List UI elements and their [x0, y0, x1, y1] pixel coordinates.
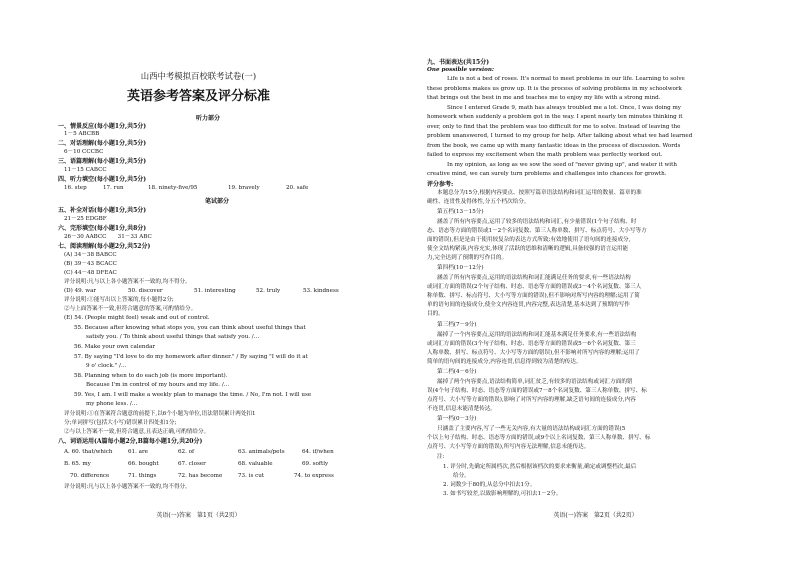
- tier4-line: 涵盖了所有内容要点,运用的语法结构和词汇能满足任务的要求,有一些语法结构: [437, 275, 631, 281]
- tier2-header: 第二档(4－6分): [437, 369, 477, 375]
- q7-c-answers: (C) 44－48 DFEAC: [64, 270, 117, 276]
- tier3-line: 人称单数、拼写、标点符号、大小写等方面的错误),但不影响对所写内容的理解;运用了: [427, 350, 640, 356]
- tier4-line: 目的。: [427, 311, 444, 317]
- essay-line: that brings out the best in me and teaches me to enjoy my life with a strong mind.: [427, 95, 661, 101]
- tier5-line: 使全文结构紧凑,内容充实,体现了活跃的思维和清晰的逻辑,具备较强的语言运用能: [427, 246, 629, 252]
- q9-header: 九、书面表达(共15分): [427, 59, 490, 66]
- tier4-line: 称单数、拼写、标点符号、大小写等方面的错误),但不影响对所写内容的理解;运用了简: [427, 293, 640, 299]
- q4-answer: 19. bravely: [228, 185, 260, 191]
- q8-scoring-note: 评分说明:凡与以上各小题答案不一致的,均不得分。: [64, 484, 191, 490]
- q7-e-answer-line: satisfy you. / To think about useful things that satisfy you. /…: [86, 334, 260, 340]
- q6-answers: 26－30 AABCC 31－33 ABC: [64, 234, 152, 240]
- q8-answer: A. 60. that/which: [64, 449, 113, 455]
- q7-e-answer-line: Because I'm in control of my hours and my life. /…: [86, 382, 230, 388]
- tier2-line: 漏掉了两个内容要点,语法结构简单,词汇贫乏,有较多的语法结构或词汇方面的错: [437, 379, 633, 385]
- tier3-line: 简单的语句间的连接成分,内容连贯,信息得到较为清楚的传达。: [427, 359, 582, 365]
- q8-answer: 64. if/when: [302, 449, 334, 455]
- q7-e-answer-line: 9 o' clock." /…: [86, 363, 127, 369]
- tier1-header: 第一档(0－3分): [437, 416, 477, 422]
- q7-d-answer: (D) 49. war: [64, 288, 97, 294]
- q8-answer: 61. are: [128, 449, 148, 455]
- answer-key-title: 英语参考答案及评分标准: [126, 89, 270, 104]
- essay-line: over, only to find that the problem was too difficult for me to solve. Instead of leaving the: [427, 124, 681, 130]
- tier1-line: 点符号、大小写等方面的错误),所写内容无法理解,信息未能传达。: [427, 444, 590, 450]
- q6-header: 六、完形填空(每小题1分,共8分): [58, 225, 147, 232]
- essay-line: these problems makes us grow up. It is the process of solving problems in my schoolwork: [427, 86, 682, 92]
- q8-answer: 74. to express: [294, 473, 334, 479]
- q8-answer: 71. things: [128, 473, 157, 479]
- q8-answer: 62. of: [178, 449, 195, 455]
- right-page: [397, 0, 794, 562]
- q7-e-scoring-note: 分;单词拼写(包括大小写)错误累计四处扣1分;: [64, 420, 177, 426]
- listening-section-header: 听力部分: [196, 115, 221, 122]
- q4-answer: 16. step: [64, 185, 87, 191]
- essay-line: failed to express my excitement when the math problem was perfectly worked out.: [427, 152, 663, 158]
- tier4-line: 单的语句间的连接成分,使全文内容连贯,内容完整,表达清楚,基本达到了预期的写作: [427, 302, 630, 308]
- q7-d-scoring-note: ②与上面答案不一致,但符合题意的答案,可酌情给分。: [64, 306, 197, 312]
- tier2-line: 点符号、大小写等方面的错误),影响了对所写内容的理解,缺乏语句间的连接成分,内容: [427, 397, 636, 403]
- tier5-header: 第五档(13－15分): [437, 209, 484, 215]
- note-line: 给分。: [453, 473, 470, 479]
- q7-a-answers: (A) 34－38 BABCC: [64, 252, 117, 258]
- essay-line: Life is not a bed of roses. It's normal to meet problems in our life. Learning to solve: [447, 76, 685, 82]
- q7-e-answer-line: 59. Yes, I am. I will make a weekly plan to manage the time. / No, I'm not. I will use: [74, 392, 312, 398]
- q8-answer: 67. closer: [178, 461, 206, 467]
- q7-e-answer-line: 58. Planning when to do each job (is more important).: [74, 373, 228, 379]
- written-section-header: 笔试部分: [205, 198, 230, 205]
- q2-answers: 6－10 CCCBC: [64, 149, 104, 155]
- notes-header: 注:: [437, 454, 445, 460]
- tier3-line: 漏掉了一个内容要点,运用的语法结构和词汇能基本满足任务要求,有一些语法结构: [437, 332, 637, 338]
- q7-c-scoring-note: 评分说明:凡与以上各小题答案不一致的,均不得分。: [64, 279, 191, 285]
- essay-line: Since I entered Grade 9, math has always troubled me a lot. Once, I was doing my: [447, 105, 681, 111]
- q2-header: 二、对话理解(每小题1分,共5分): [58, 140, 147, 147]
- note-line: 1. 评分时,先确定所属档次,然后根据该档次的要求来衡量,确定或调整档次,最后: [443, 464, 637, 470]
- scoring-header: 评分参考:: [427, 181, 454, 188]
- tier5-line: 态、语态等方面的错误或1－2个名词复数、第三人称单数、拼写、标点符号、大小写等方: [427, 228, 647, 234]
- page-footer: 英语(一)答案 第1页（共2页）: [156, 512, 241, 519]
- q5-header: 五、补全对话(每小题1分,共5分): [58, 207, 147, 214]
- tier5-line: 涵盖了所有内容要点,运用了较多的语法结构和词汇,有少量错误(1个句子结构、时: [437, 219, 637, 225]
- q3-header: 三、语篇理解(每小题1分,共5分): [58, 158, 147, 165]
- q1-answers: 1－5 ABCBB: [64, 131, 100, 137]
- essay-line: from the book, we came up with many fantastic ideas in the process of discussion. Words: [427, 143, 681, 149]
- q4-answer: 18. ninety-five/95: [148, 185, 198, 191]
- essay-line: In my opinion, as long as we sow the seed of "never giving up", and water it with: [447, 162, 677, 168]
- q8-answer: 72. has become: [178, 473, 223, 479]
- q8-answer: 73. is cut: [238, 473, 265, 479]
- q7-b-answers: (B) 39－43 BCACC: [64, 261, 117, 267]
- q8-answer: 70. difference: [70, 473, 110, 479]
- scoring-intro-line: 确性、连贯性及得体性,分五个档次给分。: [427, 199, 530, 205]
- version-label: One possible version:: [427, 67, 494, 73]
- note-line: 2. 词数少于80的,从总分中扣去1分。: [443, 482, 536, 488]
- q7-e-answer-line: 56. Make your own calendar: [74, 344, 156, 350]
- tier4-line: 或词汇方面的错误(2个句子结构、时态、语态等方面的错误或3－4个名词复数、第三人: [427, 284, 642, 290]
- tier3-line: 或词汇方面的错误(3个句子结构、时态、语态等方面的错误或5－6个名词复数、第三: [427, 341, 636, 347]
- q4-header: 四、听力填空(每小题1分,共5分): [58, 176, 147, 183]
- q8-header: 八、词语运用(A篇每小题2分,B篇每小题1分,共20分): [58, 438, 203, 445]
- q4-answer: 20. safe: [286, 185, 309, 191]
- page-footer: 英语(一)答案 第2页（共2页）: [553, 512, 638, 519]
- tier1-line: 个以上句子结构、时态、语态等方面的错误,或9个以上名词复数、第三人称单数、拼写、标: [427, 435, 651, 441]
- q8-answer: 68. valuable: [238, 461, 273, 467]
- q1-header: 一、情景反应(每小题1分,共5分): [58, 123, 147, 130]
- q8-answer: 63. animals/pets: [238, 449, 285, 455]
- essay-line: problem unanswered, I turned to my group for help. After talking about what we had learned: [427, 133, 693, 139]
- scoring-intro-line: 本题总分为15分,根据内容要点、按照写篇章语法结构和词汇运用的数量、篇章的准: [437, 190, 642, 196]
- note-line: 3. 如书写较差,以致影响理解的,可扣去1－2分。: [443, 491, 562, 497]
- q7-e-answer-line: 55. Because after knowing what stops you, you can think about useful things that: [74, 325, 306, 331]
- tier5-line: 力,完全达到了预期的写作目的。: [427, 255, 508, 261]
- q7-d-answer: 52. truly: [256, 288, 281, 294]
- tier2-line: 误(4个句子结构、时态、语态等方面的错误或7－8个名词复数、第三人称单数、拼写、标: [427, 388, 647, 394]
- q7-e-answer-line: 57. By saying "I'd love to do my homework after dinner." / By saying "I will do it at: [74, 354, 308, 360]
- q7-e-scoring-note: ②与以上答案不一致,但符合题意,且表达正确,可酌情给分。: [64, 429, 210, 435]
- q7-d-answer: 53. kindness: [303, 288, 339, 294]
- q7-d-answer: 50. discover: [128, 288, 163, 294]
- q4-answer: 17. run: [103, 185, 124, 191]
- q7-header: 七、阅读理解(每小题2分,共52分): [58, 243, 151, 250]
- tier2-line: 不连贯,信息未能清楚传达。: [427, 406, 496, 412]
- essay-line: homework when suddenly a problem got in the way. I spent nearly ten minutes thinking it: [427, 114, 683, 120]
- exam-title: 山西中考模拟百校联考试卷(一): [140, 71, 257, 81]
- q7-e-scoring-note: 评分说明:①在答案符合题意的前提下,以6个小题为单位,语法错误累计两处扣1: [64, 411, 256, 417]
- q7-d-answer: 51. interesting: [194, 288, 236, 294]
- q3-answers: 11－15 CABCC: [64, 167, 107, 173]
- tier5-line: 面的错误),但是是由于使用较复杂的表达方式所致;有效地使用了语句间的连接成分,: [427, 237, 631, 243]
- essay-line: creative mind, we can surely turn problems and challenges into chances for growth.: [427, 171, 667, 177]
- q7-e-answer-line: (E) 54. (People might feel) weak and out of control.: [64, 315, 210, 321]
- q8-answer: 66. bought: [128, 461, 159, 467]
- q8-answer: B. 65. my: [64, 461, 91, 467]
- q5-answers: 21－25 EDGBF: [64, 216, 107, 222]
- tier4-header: 第四档(10－12分): [437, 265, 484, 271]
- q7-e-answer-line: my phone less. /…: [86, 401, 138, 407]
- tier3-header: 第三档(7－9分): [437, 322, 477, 328]
- tier1-line: 只涵盖了主要内容,写了一些无关内容,有大量的语法结构或词汇方面的错误(5: [437, 426, 626, 432]
- q7-d-scoring-note: 评分说明:①能写出以上答案的,每小题得2分;: [64, 297, 174, 303]
- q8-answer: 69. softly: [302, 461, 329, 467]
